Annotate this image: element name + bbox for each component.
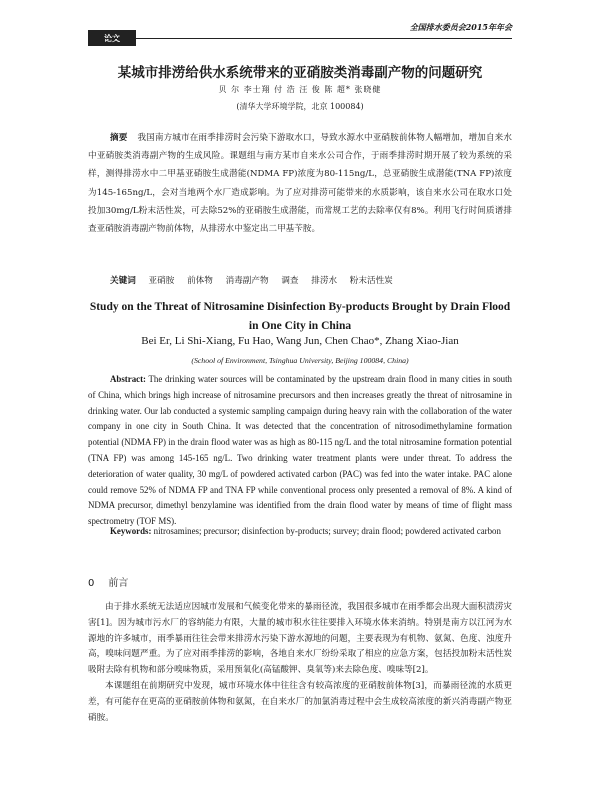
cn-title: 某城市排涝给供水系统带来的亚硝胺类消毒副产物的问题研究 <box>117 65 483 81</box>
en-title: Study on the Threat of Nitrosamine Disinfection By-products Brought by Drain Flood in One City in China <box>89 301 511 332</box>
cn-abstract-label: 摘要 <box>110 133 128 143</box>
en-authors: Bei Er, Li Shi-Xiang, Fu Hao, Wang Jun, Chen Chao*, Zhang Xiao-Jian <box>141 335 459 347</box>
en-affiliation: (School of Environment, Tsinghua University, Beijing 100084, China) <box>191 356 409 365</box>
cn-affiliation: (清华大学环境学院，北京 100084) <box>236 102 364 111</box>
en-keywords <box>88 524 512 540</box>
en-abstract-text: The drinking water sources will be contaminated by the upstream drain flood in many cities in south of China, which brings high increase of nitrosamine precursors and then increases greatly the threat of nitrosamine in drinking water. Our lab conducted a systemic sampling campaign during heavy rain with the collaboration of the water company in one city in South China. It was detected that the concentration of nitrosodimethylamine formation potential (NDMA FP) in the drain flood water was as high as 80-115 ng/L and the total nitrosamine formation potential (TNA FP) was among 145-165 ng/L. Two drinking water treatment plants were under threat. To address the deterioration of water quality, 30 mg/L of powdered activated carbon (PAC) was fed into the water intake. PAC alone could remove 52% of NDMA FP and TNA FP while conventional process only presented a removal of 8%. A kind of NDMA precursor, dimethyl benzylamine was identified from the drain flood water by means of time of flight mass spectrometry (TOF MS). <box>88 374 512 527</box>
section-number: 0 <box>88 578 95 589</box>
journal-header: 全国排水委员会2015年年会 <box>409 22 512 32</box>
cn-keyword: 粉末活性炭 <box>349 276 393 286</box>
header-rule <box>88 38 512 39</box>
section-heading <box>88 574 128 589</box>
cn-keyword: 调查 <box>281 276 299 286</box>
cn-keyword: 排涝水 <box>311 276 338 286</box>
cn-abstract <box>88 129 512 238</box>
cn-keyword: 消毒副产物 <box>225 276 269 286</box>
cn-authors: 贝 尔 李士翔 付 浩 汪 俊 陈 超* 张晓健 <box>218 85 382 94</box>
section-title: 前言 <box>108 578 129 589</box>
en-abstract-label: Abstract: <box>110 374 146 384</box>
cn-keywords-label: 关键词 <box>110 276 136 286</box>
en-keywords-label: Keywords: <box>110 526 152 536</box>
body-text <box>88 600 512 726</box>
body-paragraph: 由于排水系统无法适应因城市发展和气候变化带来的暴雨径流，我国很多城市在雨季都会出现大面积渍涝灾害[1]。因为城市污水厂的容纳能力有限，大量的城市积水往往要排入环境水体来消纳。特别是南方以江河为水源地的许多城市，雨季暴雨往往会带来排涝水污染下游水源地的问题，主要表现为有机物、氨氮、色度、浊度升高，嗅味问题严重。为了应对雨季排涝的影响，各地自来水厂纷纷采取了相应的应急方案，包括投加粉末活性炭吸附去除有机物和部分嗅味物质，采用预氧化(高锰酸钾、臭氧等)来去除色度、嗅味等[2]。 <box>88 602 512 676</box>
section-badge: 论文 <box>88 30 136 46</box>
cn-keywords <box>110 274 403 286</box>
cn-abstract-text: 我国南方城市在雨季排涝时会污染下游取水口，导致水源水中亚硝胺前体物人幅增加，增加自来水中亚硝胺类消毒副产物的生成风险。课题组与南方某市自来水公司合作，于雨季排涝时期开展了较为系统的采样，测得排涝水中二甲基亚硝胺生成潜能(NDMA FP)浓度为80-115ng/L，总亚硝胺生成潜能(TNA FP)浓度为145-165ng/L，会对当地两个水厂造成影响。为了应对排涝可能带来的水质影响，该自来水公司在取水口处投加30mg/L粉末活性炭，可去除52%的亚硝胺生成潜能，而常规工艺的去除率仅有8%。利用飞行时间质谱排查亚硝胺消毒副产物前体物，从排涝水中鉴定出二甲基苄胺。 <box>88 133 512 235</box>
cn-keyword: 亚硝胺 <box>148 276 175 286</box>
cn-keyword: 前体物 <box>187 276 213 286</box>
en-keywords-text: nitrosamines; precursor; disinfection by-products; survey; drain flood; powdered activated carbon <box>153 526 501 536</box>
en-abstract <box>88 372 512 530</box>
body-paragraph: 本课题组在前期研究中发现，城市环境水体中往往含有较高浓度的亚硝胺前体物[3]，而暴雨径流的水质更差，有可能存在更高的亚硝胺前体物和氨氮，在自来水厂的加氯消毒过程中会生成较高浓度的新兴消毒副产物亚硝胺。 <box>88 680 512 723</box>
